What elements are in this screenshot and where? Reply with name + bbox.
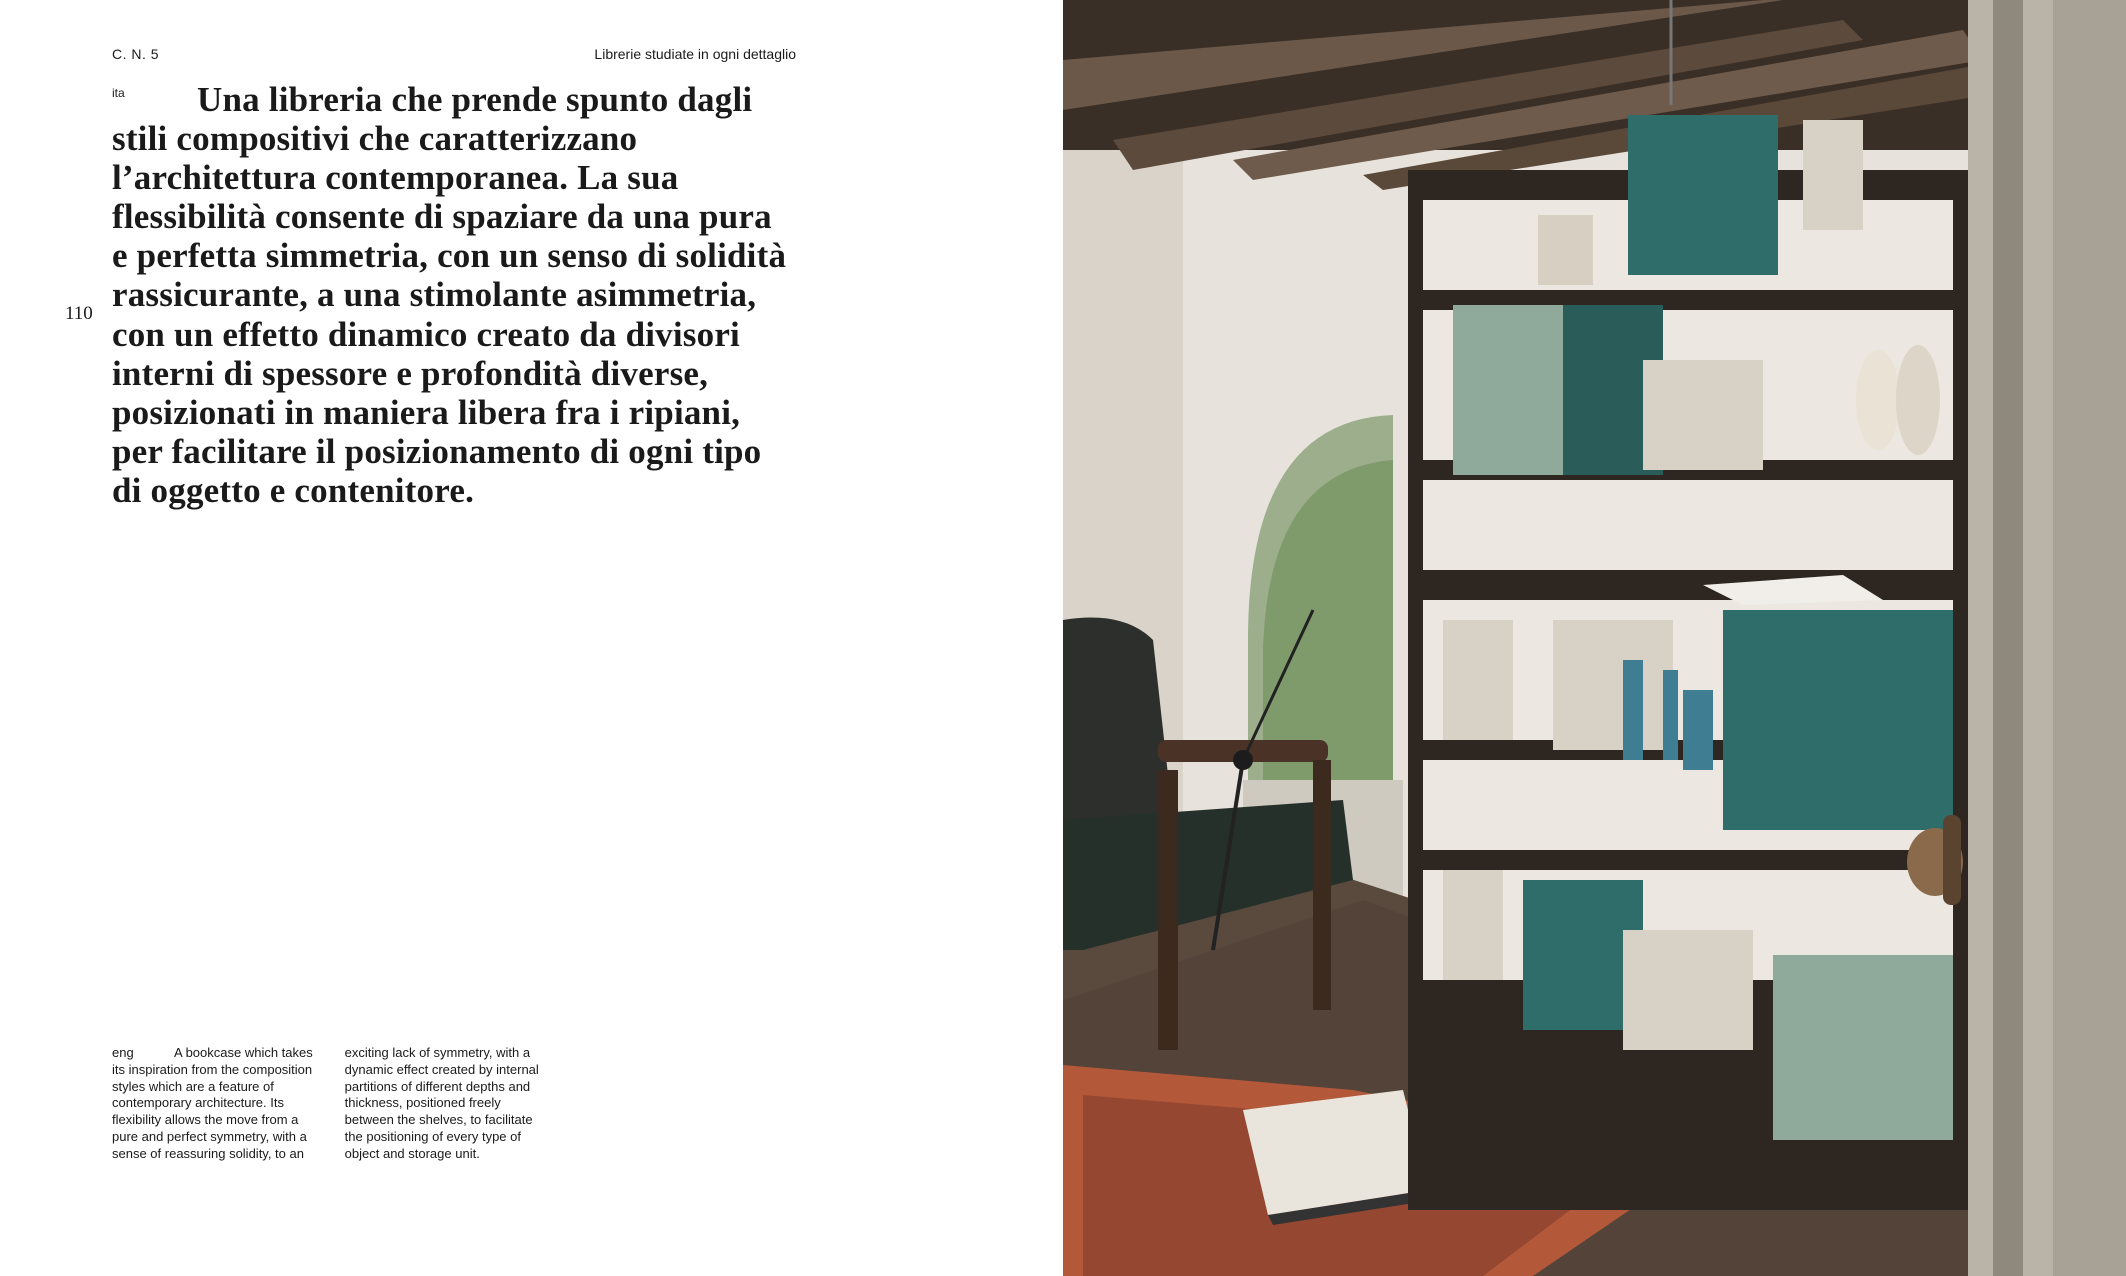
language-label-ita: ita [112,86,125,100]
page-number: 110 [65,303,93,324]
language-label-eng: eng [112,1045,134,1060]
collection-code: C. N. 5 [112,46,160,62]
photo-page [1063,0,2126,1276]
bookcase-with-armchair-photo [1063,0,2126,1276]
section-title: Librerie studiate in ogni dettaglio [594,46,796,62]
italian-body-text: Una libreria che prende spunto dagli stili compositivi che caratterizzano l’architettura contemporanea. La sua flessibilità consente di spaziare da una pura e perfetta simmetria, con un senso di solidità rassicurante, a una stimolante asimmetria, con un effetto dinamico creato da divisori interni di spessore e profondità diverse, posizionati in maniera libera fra i ripiani, per facilitare il posizionamento di ogni tipo di oggetto e contenitore. [112,80,787,510]
english-body-text: A bookcase which takes its inspiration from the composition styles which are a feature of contemporary architecture. Its flexibility allows the move from a pure and perfect symmetry, with a sense of reassuring solidity, to an exciting lack of symmetry, with a dynamic effect created by internal partitions of different depths and thickness, positioned freely between the shelves, to facilitate the positioning of every type of object and storage unit. [112,1045,539,1161]
